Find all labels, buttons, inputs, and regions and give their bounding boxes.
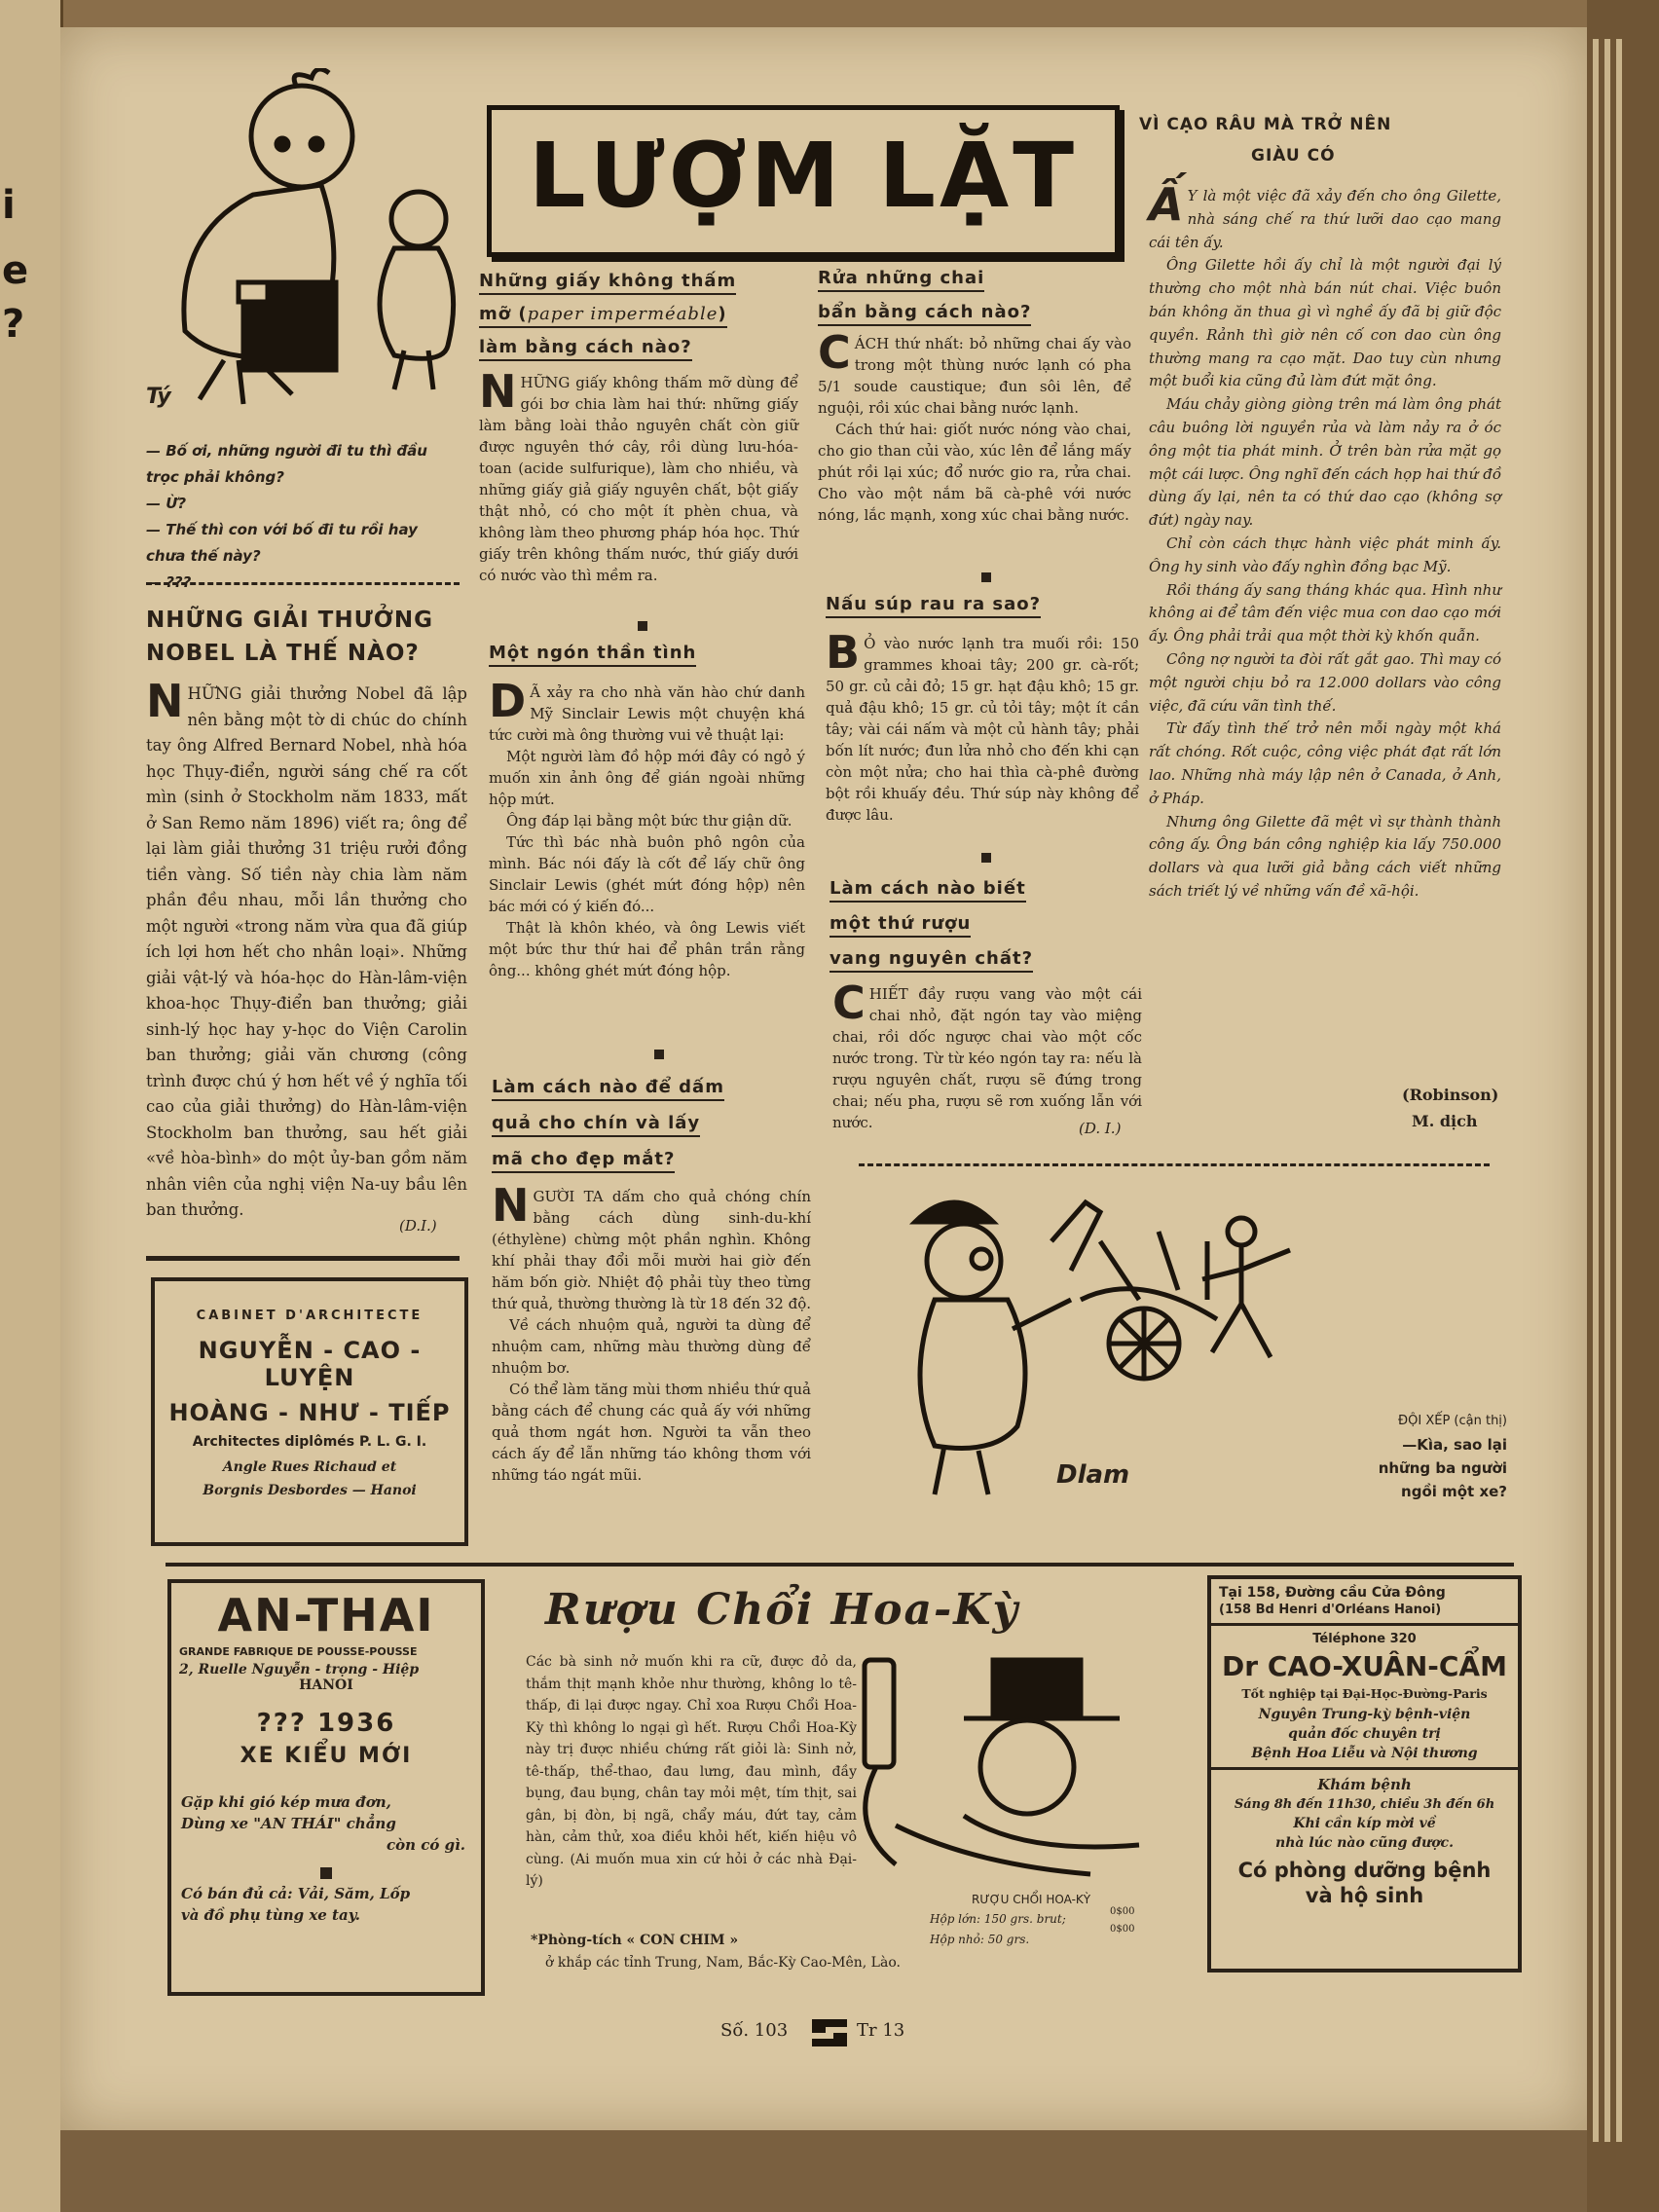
cartoon2-signature: Dlam — [1056, 1460, 1130, 1490]
paper-heading — [479, 265, 761, 364]
ad-ruou-illustration — [857, 1650, 1149, 1884]
ad-doctor-line: Nguyên Trung-kỳ bệnh-viện — [1258, 1707, 1471, 1722]
newspaper-logo-icon — [808, 2013, 851, 2052]
book-bottom-edge — [60, 2130, 1587, 2212]
cartoon1-dialogue — [146, 438, 458, 596]
anecdote-body — [489, 675, 805, 981]
divider-wave — [859, 1163, 1490, 1172]
paper-body: NHỮNG giấy không thấm mỡ dùng để gói bơ chia làm hai thứ: những giấy làm bằng loài thảo nguyên chất còn giữ được nguyên thớ cây, rồi dùng lưu-hóa-toan (acide sulfurique), làm cho nhiều, và những giấy giả giấy nguyên chất, bột giấy thật nhỏ, có cho một ít phèn chua, và không làm theo phương pháp hóa học. Thứ giấy trên không thấm nước, thứ giấy dưới có nước vào thì mềm ra. — [479, 365, 798, 584]
ad-ruou-price: Hộp nhỏ: 50 grs. — [930, 1933, 1030, 1946]
ad-doctor-line: (158 Bd Henri d'Orléans Hanoi) — [1219, 1603, 1442, 1617]
section-bullet — [654, 1050, 664, 1059]
ad-architect-name: NGUYỄN - CAO - LUYỆN — [198, 1337, 422, 1391]
ad-doctor-line: nhà lúc nào cũng được. — [1275, 1835, 1454, 1851]
ad-doctor-line: quản đốc chuyên trị — [1288, 1726, 1441, 1742]
ad-doctor-box — [1207, 1575, 1522, 1972]
wine-heading: Làm cách nào biết một thứ rượu vang nguyên chất? — [830, 871, 1033, 977]
gillette-paragraph: Chỉ còn cách thực hành việc phát minh ấy. Ông hy sinh vào đấy nghìn đồng bạc Mỹ. — [1149, 534, 1501, 575]
anecdote-paragraph: Thật là khôn khéo, và ông Lewis viết một bức thư thứ hai để phân trần rằng ông... không ghét mứt đóng hộp. — [489, 919, 805, 979]
ad-anthai-line: ??? 1936 — [256, 1709, 396, 1738]
title-box — [487, 105, 1120, 257]
bottles-body — [818, 326, 1131, 526]
ad-anthai-line: Có bán đủ cả: Vải, Săm, Lốp — [181, 1885, 411, 1902]
ad-architect-name: HOÀNG - NHƯ - TIẾP — [168, 1399, 451, 1426]
ad-anthai-line: và đồ phụ tùng xe tay. — [181, 1906, 360, 1924]
ad-doctor-line: và hộ sinh — [1305, 1884, 1424, 1907]
soup-body: BỎ vào nước lạnh tra muối rồi: 150 grammes khoai tây; 200 gr. cà-rốt; 50 gr. củ cải đỏ; 15 gr. hạt đậu khô; 15 gr. quả đậu khô; 15 gr. củ tỏi tây; một ít cần tây; vài cái nấm và một củ hành tây; phải bốn lít nước; đun lửa nhỏ cho đến khi cạn còn một nửa; cho hai thìa cà-phê đường bột rồi khuấy đều. Thứ súp này không để được lâu. — [826, 626, 1139, 824]
left-page-fragment: e — [2, 248, 29, 293]
ad-ruou-price-value: 0$00 — [1110, 1924, 1135, 1935]
gillette-paragraph: Nhưng ông Gilette đã mệt vì sự thành thành công ấy. Ông bán công nghiệp kia lấy 750.000 dollars và qua lưỡi giả bằng cách viết những sách triết lý về những vấn đề xã-hội. — [1149, 812, 1501, 900]
gillette-signature: M. dịch — [1412, 1112, 1478, 1130]
page-number: Tr 13 — [857, 2020, 905, 2041]
ad-anthai-line: Gặp khi gió kép mưa đơn, — [181, 1793, 391, 1811]
paper-heading-line: ) — [718, 304, 727, 324]
gillette-paragraph: Rồi tháng ấy sang tháng khác qua. Hình như không ai để tâm đến việc mua con dao cạo mới ấy. Ông phải trải qua một thời kỳ khốn quẫn. — [1149, 580, 1501, 645]
ad-anthai-line: Dùng xe "AN THÁI" chẳng — [181, 1815, 396, 1832]
nobel-signature: (D.I.) — [399, 1217, 437, 1235]
ad-anthai-title: AN-THAI — [217, 1589, 435, 1641]
ad-doctor-line: Téléphone 320 — [1312, 1632, 1417, 1646]
ad-ruou-line: ở khắp các tỉnh Trung, Nam, Bắc-Kỳ Cao-Mên, Lào. — [545, 1955, 901, 1971]
wine-signature: (D. I.) — [1079, 1120, 1122, 1137]
ad-doctor-name: Dr CAO-XUÂN-CẨM — [1222, 1650, 1507, 1682]
nobel-heading-line: NOBEL LÀ THẾ NÀO? — [146, 641, 420, 666]
ad-ruou-line: *Phòng-tích « CON CHIM » — [531, 1933, 739, 1948]
anecdote-paragraph: Ông đáp lại bằng một bức thư giận dữ. — [506, 812, 793, 830]
gillette-paragraph: Công nợ người ta đòi rất gắt gao. Thì may có một người chịu bỏ ra 12.000 dollars vào công việc, đã cứu vãn tình thế. — [1149, 649, 1501, 715]
ad-architect-line: Borgnis Desbordes — Hanoi — [203, 1483, 417, 1498]
bottles-paragraph: CÁCH thứ nhất: bỏ những chai ấy vào trong một thùng nước lạnh có pha 5/1 soude caustique; đun sôi lên, để nguội, rồi xúc chai bằng nước lạnh. — [818, 326, 1131, 417]
gillette-heading-line: GIÀU CÓ — [1251, 146, 1336, 166]
section-bullet — [981, 572, 991, 582]
dialogue-line: — Ừ? — [146, 495, 187, 512]
gillette-paragraph: Ông Gilette hồi ấy chỉ là một người đại lý thường cho một nhà bán nút chai. Việc buôn bán không ăn thua gì vì nghề ấy đã bị giữ độc quyền. Rảnh thì giờ nên cố con dao cùn ông thường mang ra cạo mặt. Dao tuy cùn nhưng một buổi kia cũng đủ làm đứt mặt ông. — [1149, 256, 1501, 390]
section-bullet — [638, 621, 647, 631]
cartoon2-caption — [1361, 1410, 1507, 1503]
ad-architect-line: Architectes diplômés P. L. G. I. — [192, 1434, 427, 1450]
cartoon1-signature: Tý — [146, 385, 171, 409]
ad-doctor-line: Tại 158, Đường cầu Cửa Đông — [1219, 1585, 1446, 1601]
anecdote-paragraph: Tức thì bác nhà buôn phô ngôn của mình. Bác nói đấy là cốt để lấy chữ ông Sinclair Lewis (ghét mứt đóng hộp) nên bác mới có ý kiến đó... — [489, 833, 805, 915]
left-page-fragment: i — [2, 183, 16, 228]
fruit-body — [492, 1179, 812, 1486]
page-title: LƯỢM LẶT — [528, 124, 1078, 228]
paper-heading-french: paper imperméable — [527, 304, 719, 324]
caption-line: ĐỘI XẾP (cận thị) — [1398, 1414, 1507, 1428]
ad-doctor-line: Tốt nghiệp tại Đại-Học-Đường-Paris — [1241, 1686, 1488, 1701]
ad-doctor-line: Khi cần kíp mời về — [1293, 1816, 1436, 1831]
anecdote-paragraph: Một người làm đồ hộp mới đây có ngỏ ý muốn xin ảnh ông để gián ngoài những hộp mứt. — [489, 748, 805, 808]
ad-anthai-box — [167, 1579, 485, 1996]
ad-anthai-line: GRANDE FABRIQUE DE POUSSE-POUSSE — [179, 1645, 418, 1658]
cartoon-father-son-illustration — [136, 68, 458, 428]
gillette-signature: (Robinson) — [1402, 1086, 1499, 1104]
paper-heading-line: làm bằng cách nào? — [479, 337, 692, 361]
anecdote-paragraph: DÃ xảy ra cho nhà văn hào chứ danh Mỹ Sinclair Lewis một chuyện khá tức cười mà ông thường vui vẻ thuật lại: — [489, 675, 805, 744]
fruit-paragraph: Về cách nhuộm quả, người ta dùng để nhuộm cam, những màu thường dùng để nhuộm bơ. — [492, 1316, 811, 1377]
anecdote-heading: Một ngón thần tình — [489, 643, 696, 663]
bottles-heading: Rửa những chai bẩn bằng cách nào? — [818, 261, 1031, 329]
dialogue-line: — Thế thì con với bố đi tu rồi hay chưa thế này? — [146, 521, 418, 565]
ad-ruou-body: Các bà sinh nở muốn khi ra cữ, được đỏ da, thắm thịt mạnh khỏe như thường, không lo tê-thấp, đi lại được ngay. Chỉ xoa Rượu Chổi Hoa-Kỳ thì không lo ngại gì hết. Rượu Chổi Hoa-Kỳ này trị được nhiều chứng rất giỏi là: Sinh nở, tê-thấp, thể-thao, đau lưng, đau mình, đầy bụng, đau bụng, chân tay mỏi mệt, tím thịt, sai gân, bị đòn, bị ngã, chẩy máu, đứt tay, cảm hàn, cảm thử, xoa điều khỏi hết, kiến hiệu vô cùng. (Ai muốn mua xin cứ hỏi ở các nhà Đại-lý) — [526, 1654, 857, 1889]
cartoon-policeman-rickshaw-illustration — [896, 1183, 1334, 1504]
bottles-paragraph: Cách thứ hai: giốt nước nóng vào chai, cho gio than củi vào, xúc lên để lắng mấy phút rồi lại xúc; đổ nước gio ra, rửa chai. Cho vào một nắm bã cà-phê với nước nóng, lắc mạnh, xong xúc chai bằng nước. — [818, 421, 1131, 524]
ad-anthai-line: còn có gì. — [386, 1836, 465, 1854]
nobel-heading — [146, 604, 433, 670]
ad-doctor-line: Sáng 8h đến 11h30, chiều 3h đến 6h — [1234, 1797, 1495, 1812]
soup-heading: Nấu súp rau ra sao? — [826, 594, 1041, 614]
gillette-heading-line: VÌ CẠO RÂU MÀ TRỞ NÊN — [1139, 115, 1392, 134]
gillette-paragraph: Máu chảy giòng giòng trên má làm ông phát câu buông lời nguyền rủa và làm nảy ra ở óc ông một tia phát minh. Ở trên bàn rửa mặt gọ một cái lược. Ông nghĩ đến cách họp hai thứ đồ dùng ấy lại, nên ta có thứ dao cạo (không sợ đứt) ngày nay. — [1149, 395, 1501, 530]
dialogue-line: — ??? — [146, 573, 192, 591]
wine-body: CHIẾT đầy rượu vang vào một cái chai nhỏ, đặt ngón tay vào miệng chai, rồi dốc ngược chai vào một cốc nước trong. Từ từ kéo ngón tay ra: nếu là rượu nguyên chất, rượu sẽ đứng trong chai; nếu pha, rượu sẽ rơn xuống lẫn với nước. — [832, 977, 1142, 1131]
ad-doctor-line: Có phòng dưỡng bệnh — [1237, 1859, 1492, 1882]
ad-anthai-line: 2, Ruelle Nguyễn - trọng - Hiệp — [179, 1662, 420, 1677]
caption-line: những ba người — [1378, 1459, 1507, 1477]
gillette-heading — [1139, 109, 1509, 171]
caption-line: ngồi một xe? — [1401, 1483, 1507, 1500]
ad-architect-line: Angle Rues Richaud et — [222, 1459, 397, 1475]
nobel-body: NHỮNG giải thưởng Nobel đã lập nên bằng một tờ di chúc do chính tay ông Alfred Bernard Nobel, nhà hóa học Thụy-điển, người sáng chế ra cốt mìn (sinh ở Stockholm năm 1833, mất ở San Remo năm 1896) viết ra; ông để lại làm giải thưởng 31 triệu rưởi đồng tiền vàng. Số tiền này chia làm năm phần đều nhau, mỗi lần thưởng cho một người «trong năm vừa qua đã giúp ích lợi hơn hết cho nhân loại». Những giải vật-lý và hóa-học do Hàn-lâm-viện khoa-học Thụy-điển ban thưởng; giải sinh-lý học hay y-học do Viện Carolin ban thưởng; giải văn chương (công trình được chú ý hơn hết về ý nghĩa tối cao của giải thưởng) do Hàn-lâm-viện Stockholm ban thưởng, sau hết giải «về hòa-bình» do một ủy-ban gồm năm nhân viên của nghị viện Na-uy bầu lên ban thưởng. — [146, 675, 467, 1219]
ad-anthai-line: XE KIỂU MỚI — [240, 1744, 413, 1768]
fruit-paragraph: NGƯỜI TA dấm cho quả chóng chín bằng cách dùng sinh-du-khí (éthylène) chừng một phần nghìn. Không khí phải thay đổi mỗi mười hai giờ đến hăm bốn giờ. Nhiệt độ phải tùy theo từng thứ quả, thường thường là từ 18 đến 32 độ. — [492, 1179, 812, 1312]
caption-line: —Kìa, sao lại — [1402, 1436, 1507, 1454]
paper-heading-line: mỡ ( — [479, 304, 528, 324]
nobel-heading-line: NHỮNG GIẢI THƯỞNG — [146, 608, 434, 633]
divider — [146, 1256, 460, 1261]
ad-ruou-price-value: 0$00 — [1110, 1906, 1135, 1917]
ad-ruou-title: Rượu Chổi Hoa-Kỳ — [545, 1585, 1020, 1635]
ad-doctor-line: Khám bệnh — [1317, 1776, 1412, 1793]
gillette-body — [1149, 178, 1501, 903]
gillette-paragraph: ẤY là một việc đã xảy đến cho ông Gilette, nhà sáng chế ra thứ lưỡi dao cạo mang cái tên ấy. — [1149, 178, 1501, 251]
gillette-paragraph: Từ đấy tình thế trở nên mỗi ngày một khá rất chóng. Rốt cuộc, công việc phát đạt rất lớn lao. Những nhà máy lập nên ở Canada, ở Anh, ở Pháp. — [1149, 719, 1501, 807]
ad-architect-line: CABINET D'ARCHITECTE — [196, 1309, 424, 1323]
right-book-edge — [1587, 0, 1659, 2212]
divider — [166, 1563, 1514, 1567]
left-page-fragment: ? — [2, 302, 25, 347]
left-page-edge — [0, 0, 63, 2212]
section-bullet — [981, 853, 991, 863]
dialogue-line: — Bố ơi, những người đi tu thì đầu trọc phải không? — [146, 442, 427, 486]
fruit-heading: Làm cách nào để dấm quả cho chín và lấy mã cho đẹp mắt? — [492, 1069, 724, 1177]
ad-architect-box — [151, 1277, 468, 1546]
ad-ruou-bottle-label: RƯỢU CHỔI HOA-KỲ — [972, 1893, 1091, 1906]
ad-doctor-line: Bệnh Hoa Liễu và Nội thương — [1251, 1746, 1478, 1761]
issue-number: Số. 103 — [720, 2020, 789, 2041]
ad-anthai-line: HANOI — [299, 1677, 353, 1693]
fruit-paragraph: Có thể làm tăng mùi thơm nhiều thứ quả bằng cách để chung các quả ấy với những quả thơm ngát hơn. Người ta vẫn theo cách ấy để lẫn những táo không thơm với những táo ngát mũi. — [492, 1381, 811, 1484]
ad-ruou-price: Hộp lớn: 150 grs. brut; — [930, 1912, 1066, 1926]
section-bullet — [320, 1867, 332, 1879]
paper-heading-line: Những giấy không thấm — [479, 271, 736, 295]
divider-wave — [146, 582, 460, 591]
